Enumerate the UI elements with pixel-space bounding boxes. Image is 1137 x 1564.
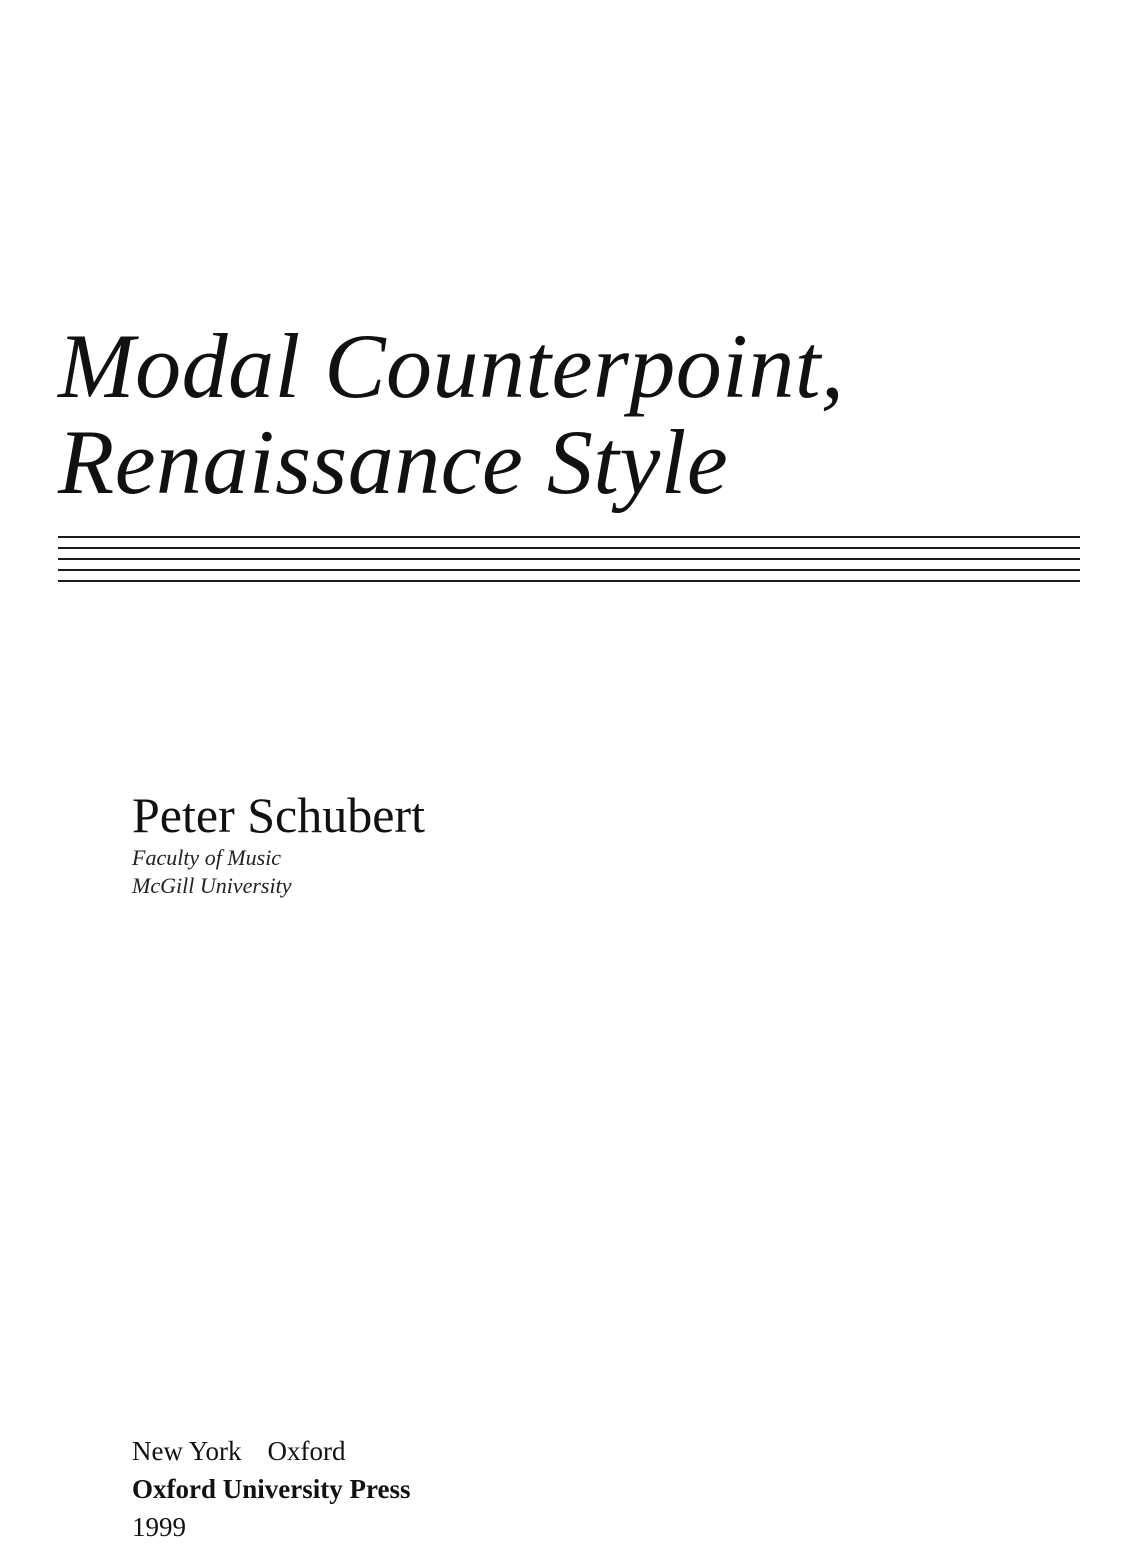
- publisher-city-oxford: Oxford: [267, 1436, 346, 1466]
- staff-line: [58, 547, 1080, 549]
- publisher-city-new-york: New York: [132, 1436, 242, 1466]
- staff-line: [58, 536, 1080, 538]
- author-name: Peter Schubert: [132, 787, 425, 843]
- book-title: [58, 315, 1058, 513]
- music-staff-ornament: [58, 536, 1080, 582]
- author-block: [132, 786, 425, 900]
- author-affiliation-faculty: Faculty of Music: [132, 845, 282, 870]
- staff-line: [58, 558, 1080, 560]
- title-line-1: Modal Counterpoint,: [58, 315, 845, 417]
- staff-line: [58, 569, 1080, 571]
- staff-line: [58, 580, 1080, 582]
- title-line-2: Renaissance Style: [58, 411, 729, 513]
- publisher-name: Oxford University Press: [132, 1474, 411, 1504]
- author-affiliation-university: McGill University: [132, 873, 292, 898]
- publication-year: 1999: [132, 1512, 186, 1542]
- publisher-block: [132, 1432, 410, 1546]
- publisher-cities: [132, 1432, 410, 1470]
